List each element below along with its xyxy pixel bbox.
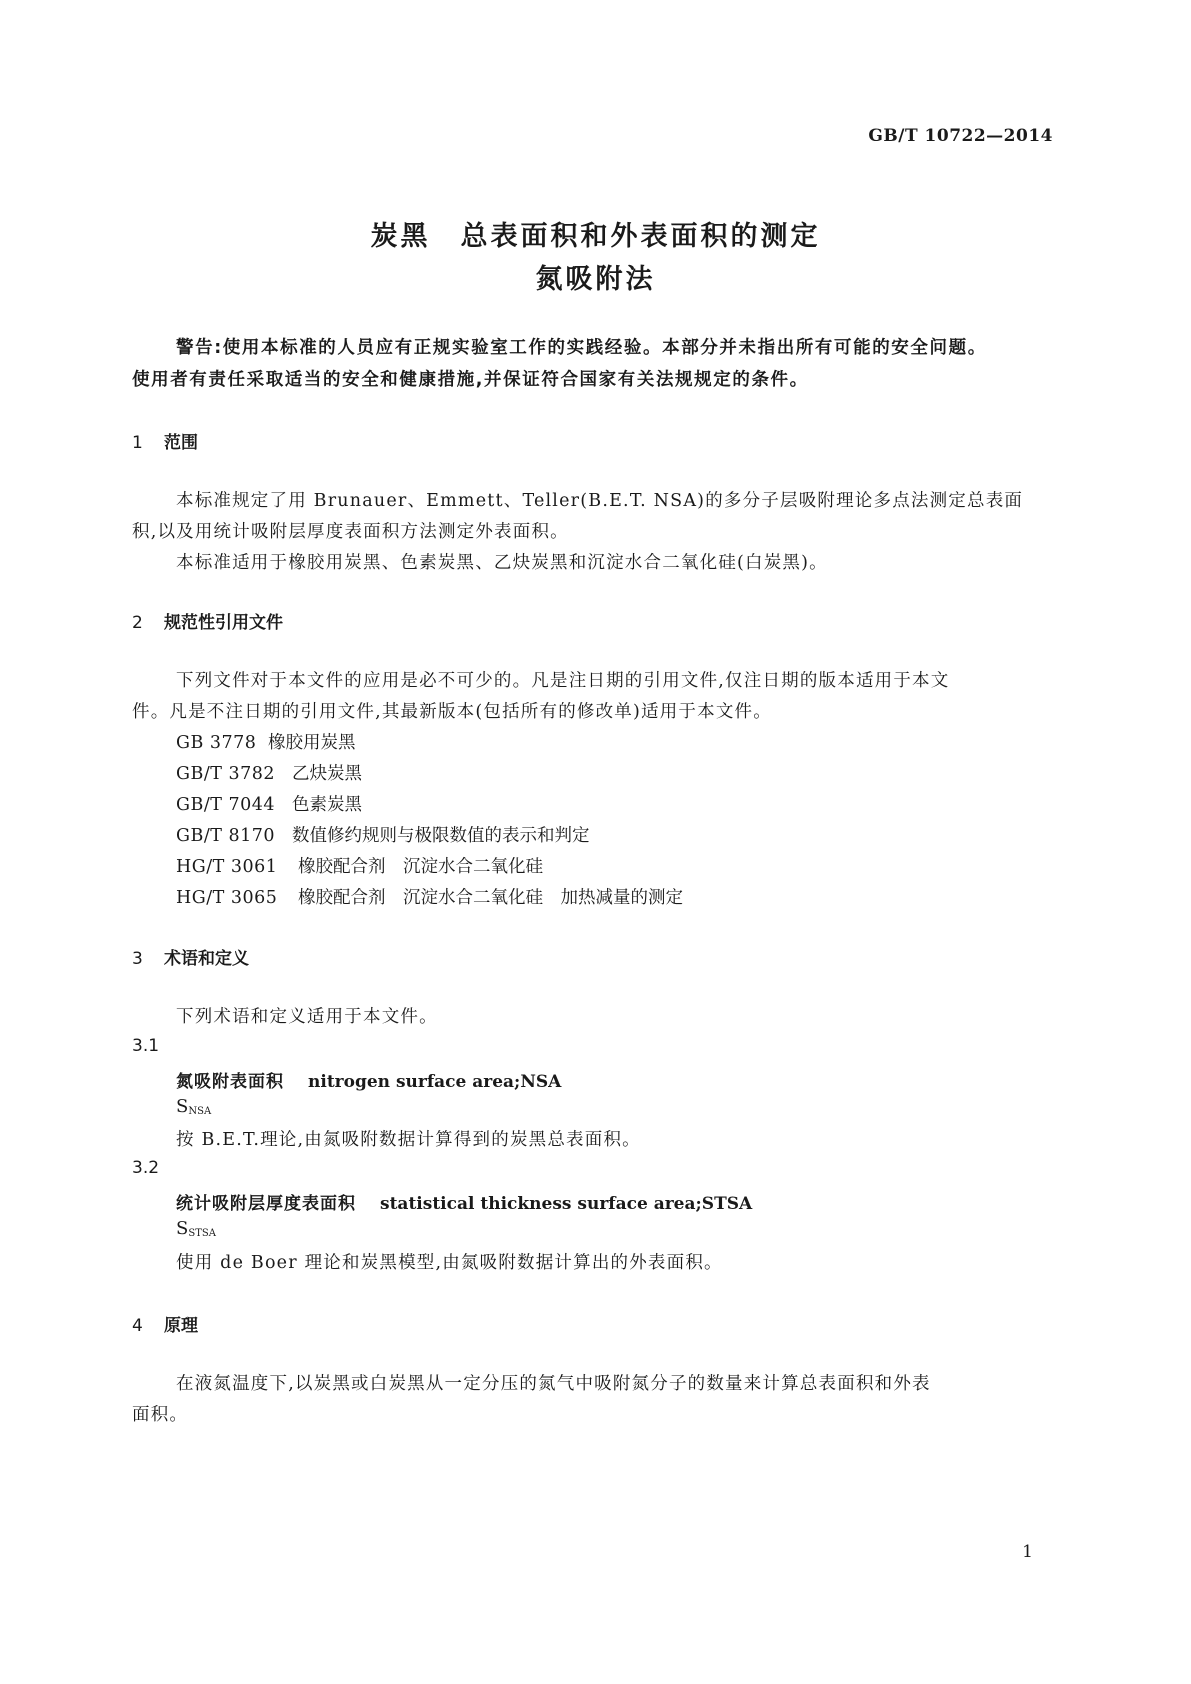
section-title: 术语和定义 [164,949,249,969]
term-symbol [176,1218,216,1239]
reference-title: 橡胶用炭黑 [268,733,356,753]
term-entry [176,1067,561,1092]
reference-code: HG/T 3065 [176,888,278,908]
term-chinese: 统计吸附层厚度表面积 [176,1194,356,1214]
reference-title: 橡胶配合剂 沉淀水合二氧化硅 加热减量的测定 [298,888,683,908]
reference-code: GB/T 8170 [176,826,276,846]
principle-paragraph-line-1: 在液氮温度下,以炭黑或白炭黑从一定分压的氮气中吸附氮分子的数量来计算总表面积和外表 [176,1374,931,1394]
reference-title: 乙炔炭黑 [292,764,362,784]
section-heading-scope [132,428,198,453]
term-english: nitrogen surface area;NSA [308,1072,562,1092]
references-paragraph-line-2: 件。凡是不注日期的引用文件,其最新版本(包括所有的修改单)适用于本文件。 [132,702,772,722]
reference-item [176,791,362,816]
section-number: 1 [132,433,143,453]
reference-item [176,760,362,785]
reference-item [176,853,543,878]
reference-item [176,884,683,909]
reference-code: GB 3778 [176,733,257,753]
symbol-subscript: NSA [188,1106,212,1117]
terms-intro: 下列术语和定义适用于本文件。 [176,1007,438,1027]
section-title: 范围 [164,433,198,453]
scope-paragraph-line-1: 本标准规定了用 Brunauer、Emmett、Teller(B.E.T. NSA)的多分子层吸附理论多点法测定总表面 [176,491,1024,511]
reference-title: 色素炭黑 [292,795,362,815]
term-chinese: 氮吸附表面积 [176,1072,284,1092]
section-title: 原理 [164,1316,198,1336]
section-number: 2 [132,613,143,633]
term-symbol [176,1096,211,1117]
section-heading-normative-references [132,608,283,633]
symbol-letter: S [176,1096,189,1117]
reference-code: HG/T 3061 [176,857,278,877]
term-english: statistical thickness surface area;STSA [380,1194,753,1214]
scope-applicability: 本标准适用于橡胶用炭黑、色素炭黑、乙炔炭黑和沉淀水合二氧化硅(白炭黑)。 [176,553,828,573]
term-entry [176,1189,752,1214]
document-subtitle: 氮吸附法 [535,264,656,295]
term-number: 3.2 [132,1158,160,1178]
term-definition: 按 B.E.T.理论,由氮吸附数据计算得到的炭黑总表面积。 [176,1130,641,1150]
warning-line-1: 警告:使用本标准的人员应有正规实验室工作的实践经验。本部分并未指出所有可能的安全问题。 [176,338,987,358]
document-title: 炭黑 总表面积和外表面积的测定 [370,221,821,252]
scope-paragraph-line-2: 积,以及用统计吸附层厚度表面积方法测定外表面积。 [132,522,569,542]
reference-item [176,822,590,847]
section-heading-principle [132,1311,198,1336]
term-number: 3.1 [132,1036,160,1056]
reference-code: GB/T 3782 [176,764,276,784]
symbol-subscript: STSA [188,1228,216,1239]
references-paragraph-line-1: 下列文件对于本文件的应用是必不可少的。凡是注日期的引用文件,仅注日期的版本适用于本文 [176,671,950,691]
reference-item [176,729,356,754]
symbol-letter: S [176,1218,189,1239]
page-number: 1 [1022,1542,1033,1562]
reference-code: GB/T 7044 [176,795,276,815]
term-definition: 使用 de Boer 理论和炭黑模型,由氮吸附数据计算出的外表面积。 [176,1253,723,1273]
section-heading-terms [132,944,249,969]
standard-code: GB/T 10722—2014 [868,126,1053,146]
section-number: 3 [132,949,143,969]
warning-line-2: 使用者有责任采取适当的安全和健康措施,并保证符合国家有关法规规定的条件。 [132,370,809,390]
principle-paragraph-line-2: 面积。 [132,1405,189,1425]
section-title: 规范性引用文件 [164,613,283,633]
reference-title: 数值修约规则与极限数值的表示和判定 [292,826,590,846]
reference-title: 橡胶配合剂 沉淀水合二氧化硅 [298,857,543,877]
section-number: 4 [132,1316,143,1336]
